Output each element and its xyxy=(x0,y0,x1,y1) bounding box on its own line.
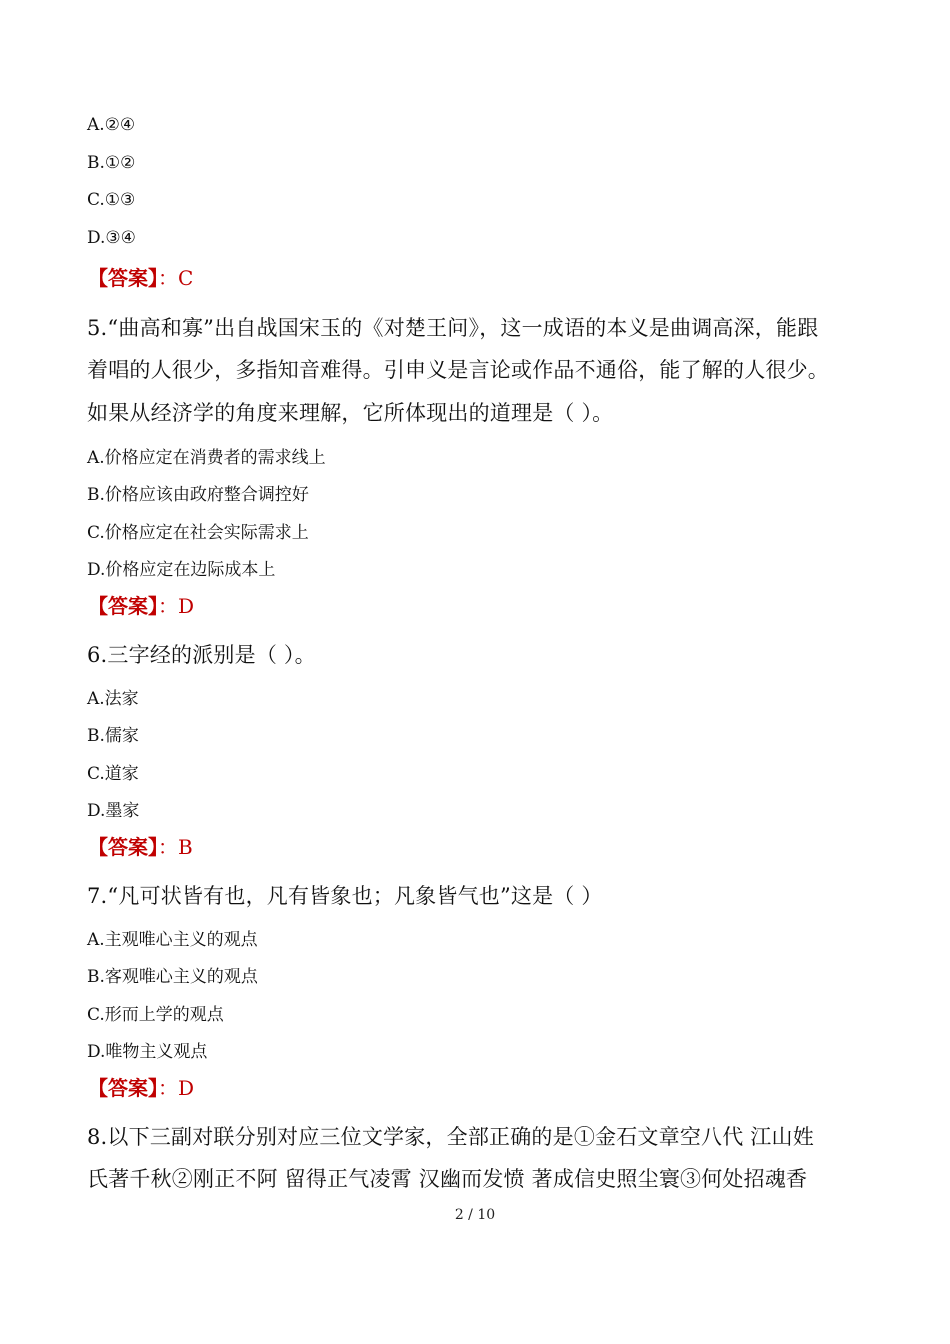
answer-label: 【答案】 xyxy=(88,835,158,859)
q4-option-a: A.②④ xyxy=(87,115,136,135)
q8-stem-line-2: 氏著千秋②刚正不阿 留得正气凌霄 汉幽而发愤 著成信史照尘寰③何处招魂香 xyxy=(87,1167,808,1191)
q5-option-d: D.价格应定在边际成本上 xyxy=(87,560,276,580)
q7-stem-line-1: 7.“凡可状皆有也，凡有皆象也；凡象皆气也”这是（ ） xyxy=(87,884,603,908)
q6-stem-line-1: 6.三字经的派别是（ ）。 xyxy=(87,643,316,667)
q5-stem-line-2: 着唱的人很少，多指知音难得。引申义是言论或作品不通俗，能了解的人很少。 xyxy=(87,358,829,382)
answer-value: ：D xyxy=(158,1076,195,1100)
q6-option-a: A.法家 xyxy=(87,689,139,709)
q6-option-c: C.道家 xyxy=(87,764,139,784)
q5-option-b: B.价格应该由政府整合调控好 xyxy=(87,485,309,505)
q4-option-d: D.③④ xyxy=(87,228,136,248)
answer-label: 【答案】 xyxy=(88,594,158,618)
answer-value: ：C xyxy=(158,266,194,290)
q7-option-b: B.客观唯心主义的观点 xyxy=(87,967,258,987)
q6-option-b: B.儒家 xyxy=(87,726,139,746)
q4-answer xyxy=(88,262,193,291)
q6-answer xyxy=(88,831,193,860)
answer-value: ：D xyxy=(158,594,195,618)
q6-option-d: D.墨家 xyxy=(87,801,140,821)
q5-stem-line-1: 5.“曲高和寡”出自战国宋玉的《对楚王问》，这一成语的本义是曲调高深，能跟 xyxy=(87,316,819,340)
q7-option-a: A.主观唯心主义的观点 xyxy=(87,930,258,950)
q7-option-c: C.形而上学的观点 xyxy=(87,1005,224,1025)
q4-option-b: B.①② xyxy=(87,153,136,173)
q4-option-c: C.①③ xyxy=(87,190,136,210)
q5-option-c: C.价格应定在社会实际需求上 xyxy=(87,523,309,543)
answer-label: 【答案】 xyxy=(88,266,158,290)
page-number: 2 / 10 xyxy=(454,1207,496,1223)
answer-label: 【答案】 xyxy=(88,1076,158,1100)
q5-option-a: A.价格应定在消费者的需求线上 xyxy=(87,448,326,468)
q5-answer xyxy=(88,590,194,619)
q7-option-d: D.唯物主义观点 xyxy=(87,1042,208,1062)
q8-stem-line-1: 8.以下三副对联分别对应三位文学家，全部正确的是①金石文章空八代 江山姓 xyxy=(87,1125,814,1149)
q7-answer xyxy=(88,1072,194,1101)
answer-value: ：B xyxy=(158,835,193,859)
q5-stem-line-3: 如果从经济学的角度来理解，它所体现出的道理是（ ）。 xyxy=(87,401,614,425)
